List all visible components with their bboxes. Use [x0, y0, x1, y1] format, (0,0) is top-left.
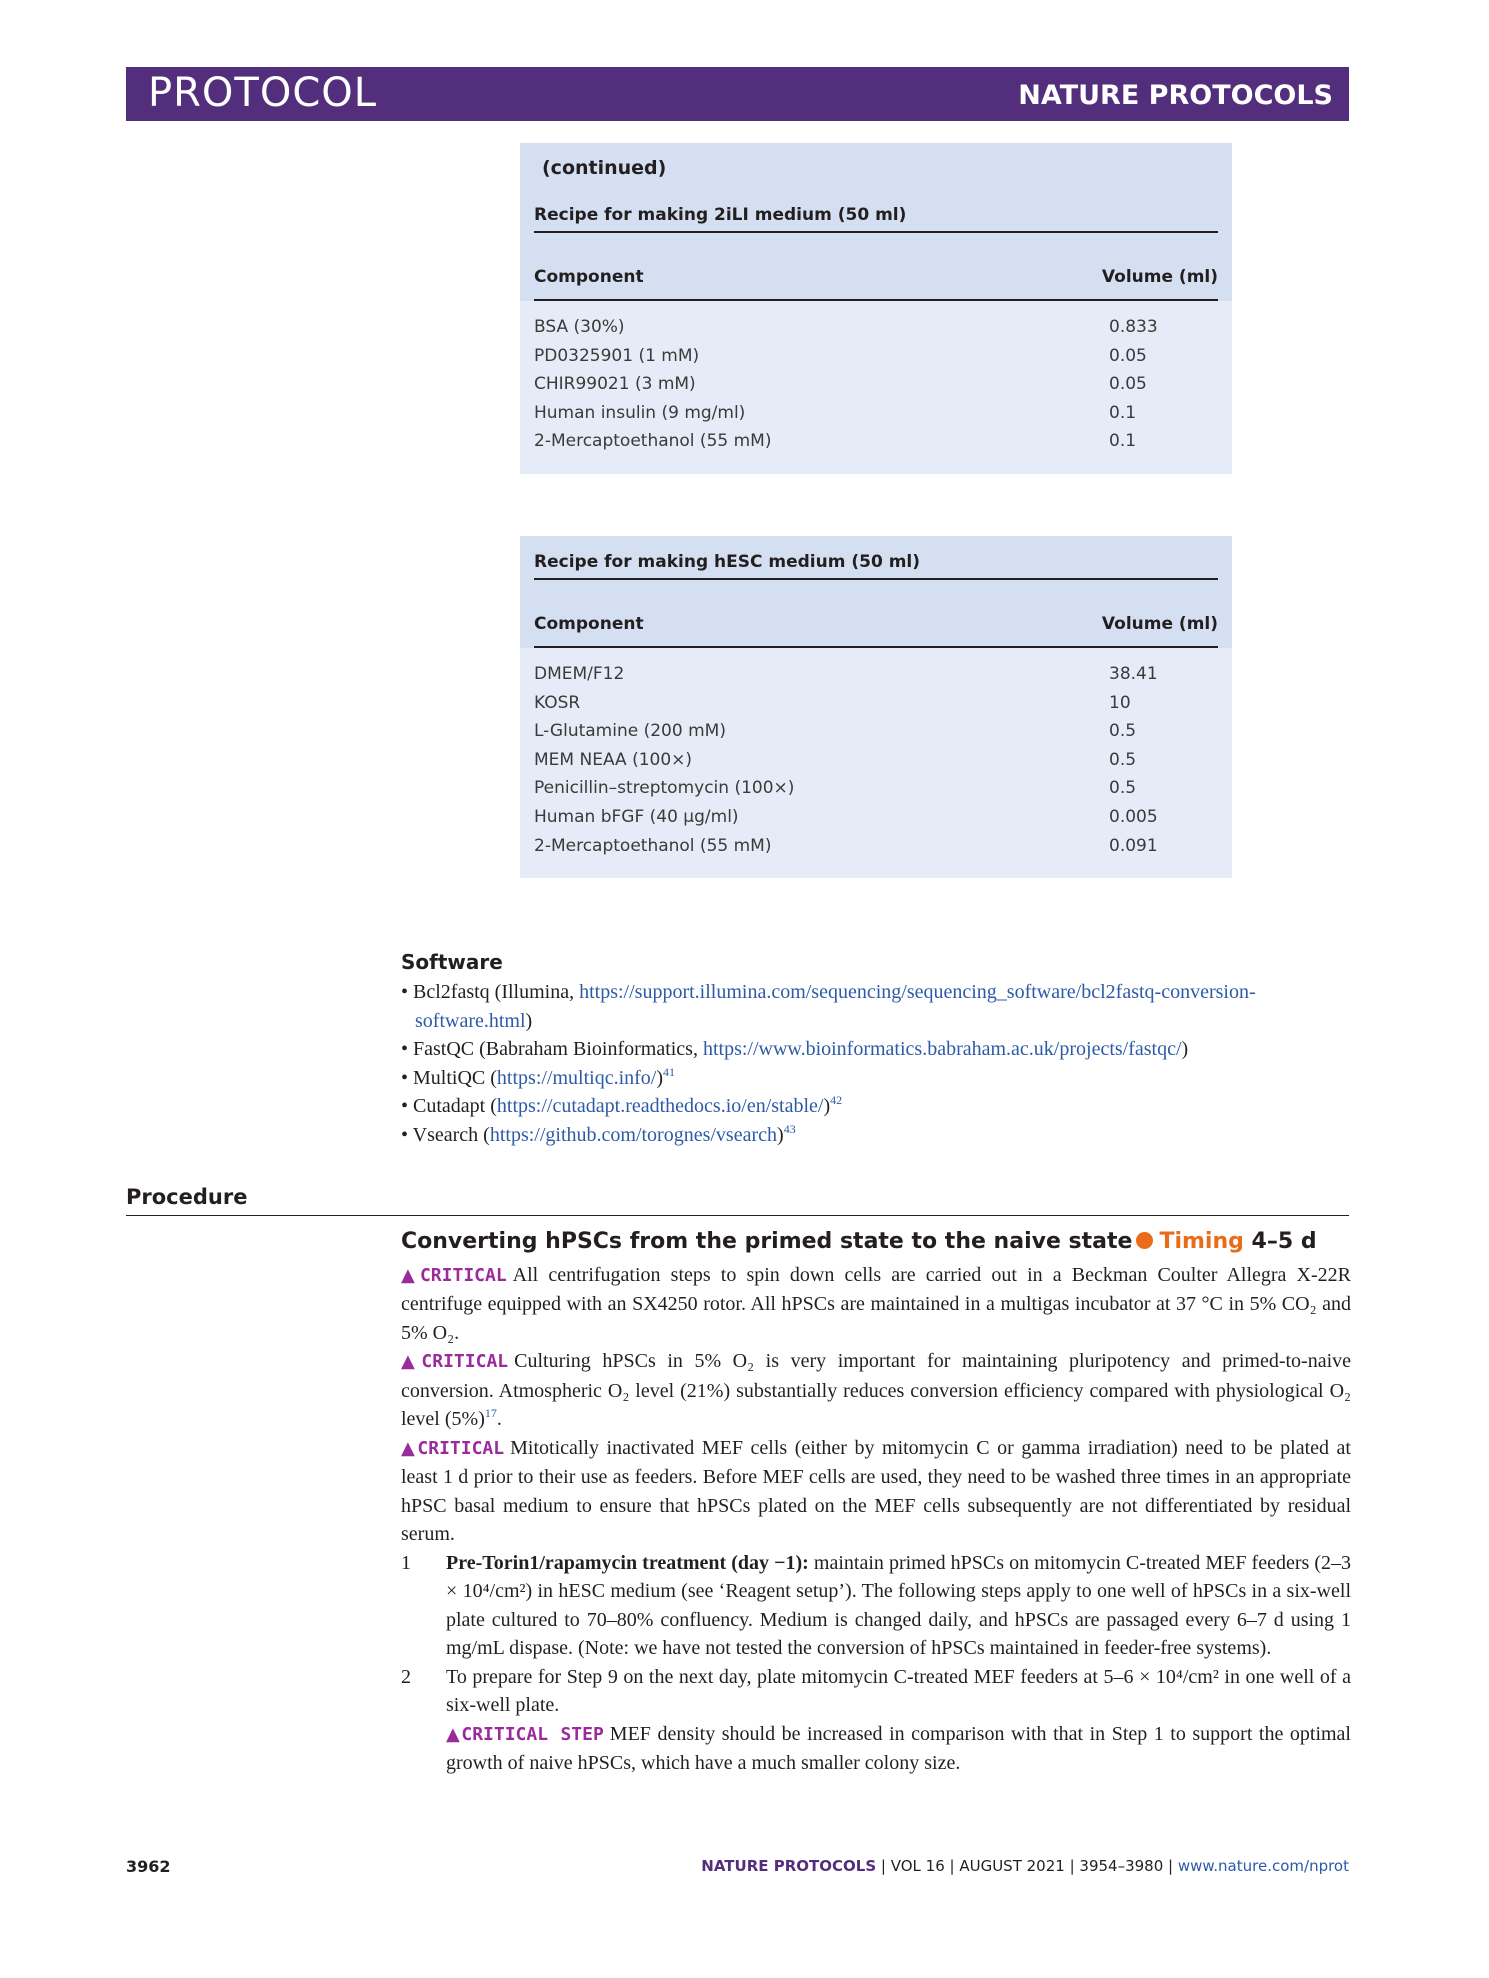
timing-value: 4–5 d: [1251, 1229, 1317, 1254]
triangle-icon: ▲: [446, 1723, 462, 1745]
table-row: Human bFGF (40 µg/ml) 0.005: [534, 806, 1158, 827]
reference-41[interactable]: 41: [663, 1064, 676, 1079]
table-body: [520, 301, 1232, 474]
software-section: [401, 950, 1351, 1149]
table-column-header: [534, 580, 1218, 648]
triangle-icon: ▲: [401, 1351, 422, 1372]
triangle-icon: ▲: [401, 1437, 418, 1459]
table-row: KOSR 10: [534, 692, 1131, 713]
timing-label: Timing: [1159, 1229, 1244, 1254]
procedure-body: [401, 1228, 1351, 1778]
page-number: 3962: [126, 1857, 171, 1876]
critical-badge: ▲CRITICAL: [401, 1264, 507, 1286]
procedure-step-1: [401, 1549, 1351, 1663]
vsearch-link[interactable]: https://github.com/torognes/vsearch: [489, 1123, 778, 1146]
footer-journal: NATURE PROTOCOLS: [701, 1857, 877, 1875]
table-row: MEM NEAA (100×) 0.5: [534, 749, 1137, 770]
step-title: Pre-Torin1/rapamycin treatment (day −1):: [446, 1551, 809, 1574]
table-row: PD0325901 (1 mM) 0.05: [534, 345, 1147, 366]
table-title: Recipe for making hESC medium (50 ml): [534, 536, 1218, 580]
recipe-table-2ili: [520, 143, 1232, 474]
recipe-table-hesc: [520, 536, 1232, 878]
triangle-icon: ▲: [401, 1264, 420, 1286]
column-component: Component: [534, 614, 644, 634]
subsection-heading: Converting hPSCs from the primed state to the naive state Timing 4–5 d: [401, 1229, 1317, 1254]
footer-citation: NATURE PROTOCOLS | VOL 16 | AUGUST 2021 | 3954–3980 | www.nature.com/nprot: [701, 1857, 1349, 1875]
list-item: • MultiQC (https://multiqc.info/)$^{41}$: [401, 1064, 676, 1089]
critical-note: ▲CRITICAL All centrifugation steps to spin down cells are carried out in a Beckman Coulter Allegra X-22R centrifuge equipped with an SX4250 rotor. All hPSCs are maintained in a multigas incubator at 37 °C in 5% CO₂ and 5% O₂.: [401, 1263, 1351, 1344]
table-row: Human insulin (9 mg/ml) 0.1: [534, 402, 1137, 423]
table-row: CHIR99021 (3 mM) 0.05: [534, 374, 1147, 395]
critical-note: ▲CRITICAL Culturing hPSCs in 5% O₂ is very important for maintaining pluripotency and primed-to-naive conversion. Atmospheric O₂ level (21%) substantially reduces conversion efficiency compared with physiological O₂ level (5%)$^{17}$.: [401, 1350, 1352, 1430]
step-number: 1: [401, 1551, 411, 1574]
list-item: • Cutadapt (https://cutadapt.readthedocs.io/en/stable/)$^{42}$: [401, 1093, 843, 1117]
reference-17[interactable]: 17: [484, 1406, 497, 1420]
table-row: 2-Mercaptoethanol (55 mM) 0.1: [534, 431, 1137, 452]
footer-url-link[interactable]: www.nature.com/nprot: [1177, 1857, 1349, 1875]
reference-43[interactable]: 43: [783, 1121, 796, 1136]
step-text: maintain primed hPSCs on mitomycin C-treated MEF feeders (2–3 × 10⁴/cm²) in hESC medium (see ‘Reagent setup’). The following steps apply to one well of hPSCs in a six-well plate cultured to 70–80% confluency. Medium is changed daily, and hPSCs are passaged every 6–7 d using 1 mg/mL dispase. (Note: we have not tested the conversion of hPSCs maintained in feeder-free systems).: [446, 1551, 1351, 1659]
table-row: DMEM/F12 38.41: [534, 664, 1158, 684]
table-row: Penicillin–streptomycin (100×) 0.5: [534, 778, 1137, 799]
footer-volume: VOL 16 | AUGUST 2021 | 3954–3980 |: [890, 1857, 1174, 1875]
table-row: 2-Mercaptoethanol (55 mM) 0.091: [534, 835, 1158, 856]
table-continued-label: (continued): [542, 157, 667, 179]
list-item: • FastQC (Babraham Bioinformatics, https://www.bioinformatics.babraham.ac.uk/projects/fastqc/): [401, 1038, 1189, 1060]
journal-header-bar: [126, 67, 1349, 121]
journal-name: NATURE PROTOCOLS: [1018, 80, 1333, 111]
bcl2fastq-link[interactable]: https://support.illumina.com/sequencing/sequencing_software/bcl2fastq-conversion-software.html: [415, 981, 1256, 1032]
list-item: • Vsearch (https://github.com/torognes/vsearch)$^{43}$: [401, 1121, 796, 1146]
section-label: PROTOCOL: [148, 70, 378, 116]
table-row: BSA (30%) 0.833: [534, 317, 1158, 337]
table-row: L-Glutamine (200 mM) 0.5: [534, 721, 1137, 742]
multiqc-link[interactable]: https://multiqc.info/: [496, 1066, 657, 1089]
step-number: 2: [401, 1665, 411, 1688]
critical-badge: ▲CRITICAL: [401, 1351, 509, 1372]
critical-step-badge: ▲CRITICAL STEP: [446, 1723, 604, 1745]
critical-badge: ▲CRITICAL: [401, 1437, 505, 1459]
timing-dot-icon: [1136, 1232, 1153, 1249]
column-volume: Volume (ml): [1101, 614, 1218, 634]
procedure-heading: Procedure: [126, 1185, 1349, 1216]
procedure-step-2: [401, 1663, 1351, 1778]
fastqc-link[interactable]: https://www.bioinformatics.babraham.ac.uk/projects/fastqc/: [702, 1038, 1182, 1060]
section-heading: Software: [401, 950, 503, 974]
cutadapt-link[interactable]: https://cutadapt.readthedocs.io/en/stable/: [496, 1095, 824, 1117]
critical-note: ▲CRITICAL Mitotically inactivated MEF cells (either by mitomycin C or gamma irradiation) need to be plated at least 1 d prior to their use as feeders. Before MEF cells are used, they need to be washed three times in an appropriate hPSC basal medium to ensure that hPSCs plated on the MEF cells subsequently are not differentiated by residual serum.: [401, 1436, 1351, 1545]
step-text: To prepare for Step 9 on the next day, plate mitomycin C-treated MEF feeders at 5–6 × 10⁴/cm² in one well of a six-well plate.: [446, 1665, 1351, 1716]
table-body: [520, 648, 1232, 878]
critical-step-text: MEF density should be increased in comparison with that in Step 1 to support the optimal growth of naive hPSCs, which have a much smaller colony size.: [446, 1722, 1351, 1774]
column-volume: Volume (ml): [1101, 267, 1218, 287]
reference-42[interactable]: 42: [830, 1093, 843, 1107]
table-column-header: [534, 233, 1218, 301]
list-item: • Bcl2fastq (Illumina, https://support.illumina.com/sequencing/sequencing_software/bcl2fastq-conversion-software.html): [401, 981, 1256, 1032]
table-title: Recipe for making 2iLI medium (50 ml): [534, 187, 1218, 233]
column-component: Component: [534, 267, 644, 287]
